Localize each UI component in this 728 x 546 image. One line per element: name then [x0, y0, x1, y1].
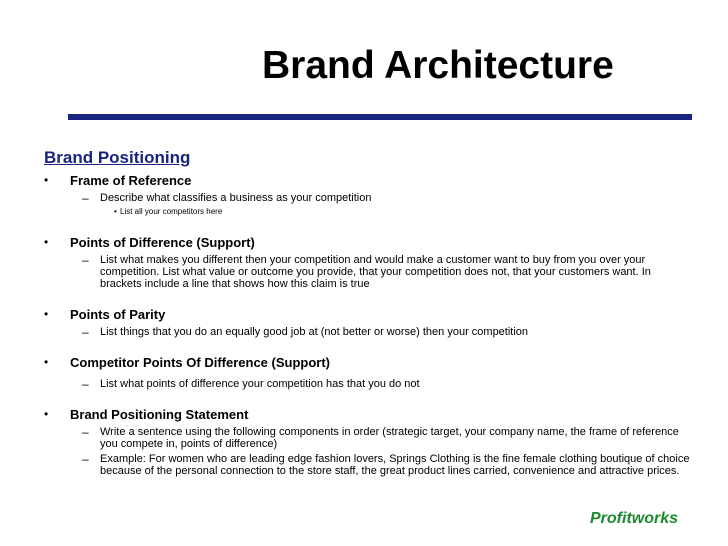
title-divider	[68, 114, 692, 120]
dash-icon: –	[82, 325, 89, 339]
sub-item-text: Example: For women who are leading edge fashion lovers, Springs Clothing is the fine female clothing boutique of choice because of the personal connection to the store staff, the great product lines carried, convenience and attractive prices.	[100, 453, 690, 477]
list-item-label: Points of Parity	[70, 307, 166, 322]
bullet-icon: •	[44, 307, 49, 321]
sub-item	[44, 378, 694, 390]
list-item-competitor-points	[44, 354, 694, 371]
list-item-brand-positioning-statement	[44, 406, 694, 423]
bullet-icon: •	[114, 207, 117, 216]
list-item-points-of-difference	[44, 234, 694, 251]
sub-item-text: List what points of difference your competition has that you do not	[100, 378, 420, 390]
sub-sub-item	[44, 206, 694, 218]
sub-item-text: Write a sentence using the following components in order (strategic target, your company name, the frame of reference you compete in, points of difference)	[100, 426, 679, 450]
list-item-label: Competitor Points Of Difference (Support)	[70, 355, 330, 370]
list-item-label: Points of Difference (Support)	[70, 235, 255, 250]
dash-icon: –	[82, 191, 89, 205]
dash-icon: –	[82, 253, 89, 267]
bullet-icon: •	[44, 355, 49, 369]
sub-item-text: List things that you do an equally good job at (not better or worse) then your competition	[100, 326, 529, 338]
dash-icon: –	[82, 425, 89, 439]
bullet-icon: •	[44, 407, 49, 421]
bullet-icon: •	[44, 173, 49, 187]
list-item-label: Brand Positioning Statement	[70, 407, 249, 422]
sub-item	[44, 254, 694, 290]
sub-item	[44, 453, 694, 477]
dash-icon: –	[82, 452, 89, 466]
section-heading: Brand Positioning	[44, 148, 191, 167]
slide-content	[44, 148, 694, 477]
sub-item-text: List what makes you different then your competition and would make a customer want to buy from you over your competition. List what value or outcome you provide, that your competition does not, that your customers want. In brackets include a line that shows how this claim is true	[100, 254, 651, 290]
sub-item	[44, 426, 694, 450]
list-item-frame-of-reference	[44, 172, 694, 189]
sub-item	[44, 192, 694, 204]
sub-item-text: Describe what classifies a business as your competition	[100, 192, 372, 204]
page-title: Brand Architecture	[262, 44, 614, 87]
sub-sub-item-text: List all your competitors here	[120, 207, 223, 216]
bullet-icon: •	[44, 235, 49, 249]
profitworks-logo: Profitworks	[590, 510, 679, 527]
list-item-points-of-parity	[44, 306, 694, 323]
dash-icon: –	[82, 377, 89, 391]
list-item-label: Frame of Reference	[70, 173, 192, 188]
sub-item	[44, 326, 694, 338]
